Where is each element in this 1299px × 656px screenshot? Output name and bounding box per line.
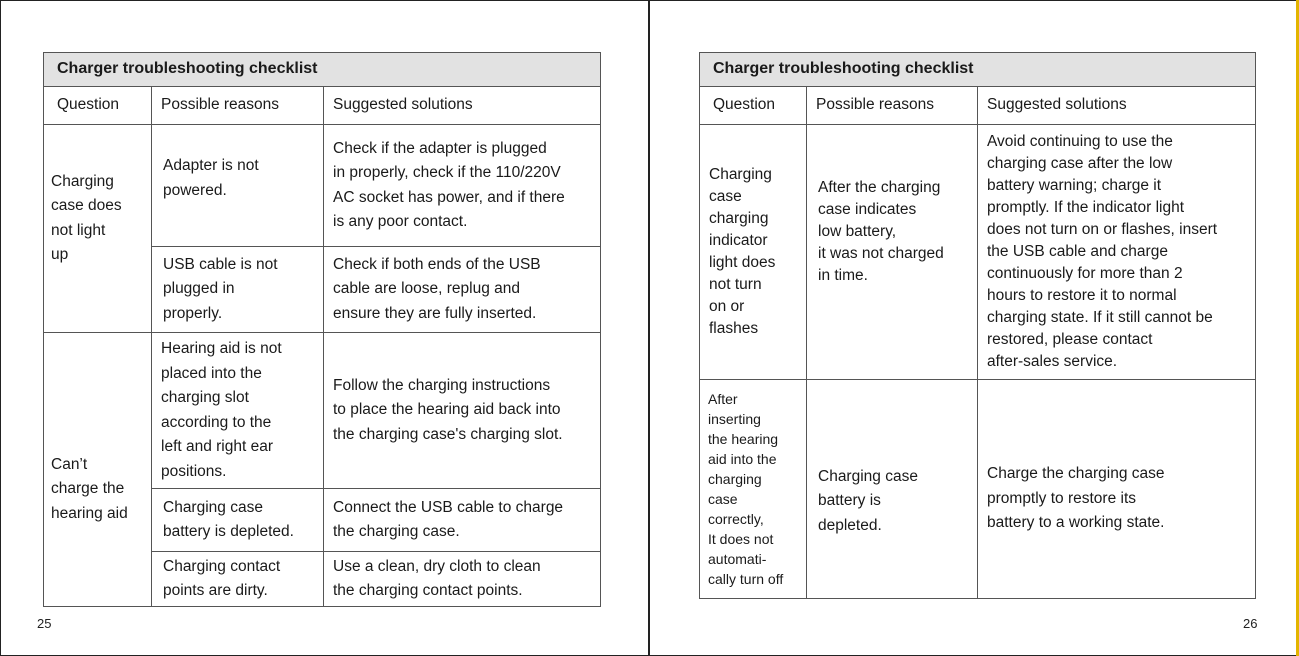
solution-text: Use a clean, dry cloth to clean the charging contact points.	[333, 557, 541, 599]
table-title: Charger troubleshooting checklist	[44, 53, 601, 87]
solution-text: Follow the charging instructions to place the hearing aid back into the charging case's charging slot.	[333, 376, 563, 443]
question-cell	[700, 125, 807, 380]
solution-text: Charge the charging case promptly to restore its battery to a working state.	[987, 465, 1165, 532]
solution-cell	[324, 552, 601, 607]
reason-text: Charging case battery is depleted.	[818, 467, 918, 534]
reason-cell	[807, 380, 978, 599]
reason-text: Hearing aid is not placed into the charging slot according to the left and right ear positions.	[161, 340, 282, 480]
header-question: Question	[44, 87, 152, 125]
reason-cell	[152, 552, 324, 607]
solution-cell	[324, 489, 601, 552]
page-number: 25	[37, 616, 52, 631]
page-number: 26	[1243, 616, 1258, 631]
solution-cell	[324, 125, 601, 247]
solution-cell	[324, 333, 601, 489]
table-row	[700, 125, 1256, 380]
reason-text: After the charging case indicates low battery, it was not charged in time.	[818, 179, 944, 284]
solution-cell	[978, 380, 1256, 599]
header-possible-reasons: Possible reasons	[152, 87, 324, 125]
question-cell	[44, 125, 152, 333]
page-divider	[648, 0, 650, 656]
reason-text: Charging case battery is depleted.	[163, 498, 294, 540]
table-title: Charger troubleshooting checklist	[700, 53, 1256, 87]
solution-text: Connect the USB cable to charge the charging case.	[333, 498, 564, 540]
reason-text: USB cable is not plugged in properly.	[163, 255, 278, 322]
question-text: Can’t charge the hearing aid	[51, 455, 128, 522]
header-question: Question	[700, 87, 807, 125]
solution-text: Avoid continuing to use the charging case after the low battery warning; charge it promptly. If the indicator light does not turn on or flashes, insert the USB cable and charge continuously for more than 2 hours to restore it to normal charging state. If it still cannot be restored, please contact after-sales service.	[987, 133, 1218, 370]
solution-cell	[324, 247, 601, 333]
reason-cell	[152, 333, 324, 489]
reason-cell	[152, 489, 324, 552]
question-cell	[44, 333, 152, 607]
reason-text: Charging contact points are dirty.	[163, 557, 281, 599]
table-row	[44, 125, 601, 247]
question-cell	[700, 380, 807, 599]
header-suggested-solutions: Suggested solutions	[978, 87, 1256, 125]
solution-text: Check if the adapter is plugged in properly, check if the 110/220V AC socket has power, and if there is any poor contact.	[333, 139, 565, 230]
reason-cell	[807, 125, 978, 380]
solution-cell	[978, 125, 1256, 380]
table-row	[44, 333, 601, 489]
header-suggested-solutions: Suggested solutions	[324, 87, 601, 125]
question-text: Charging case charging indicator light does not turn on or flashes	[709, 166, 776, 337]
question-text: After inserting the hearing aid into the charging case correctly, It does not automati- cally turn off	[708, 391, 784, 587]
reason-cell	[152, 247, 324, 333]
header-possible-reasons: Possible reasons	[807, 87, 978, 125]
troubleshooting-table-right	[699, 52, 1256, 599]
troubleshooting-table-left	[43, 52, 601, 607]
table-row	[700, 380, 1256, 599]
reason-text: Adapter is not powered.	[163, 157, 259, 199]
solution-text: Check if both ends of the USB cable are loose, replug and ensure they are fully inserted.	[333, 255, 541, 322]
reason-cell	[152, 125, 324, 247]
question-text: Charging case does not light up	[51, 172, 122, 263]
